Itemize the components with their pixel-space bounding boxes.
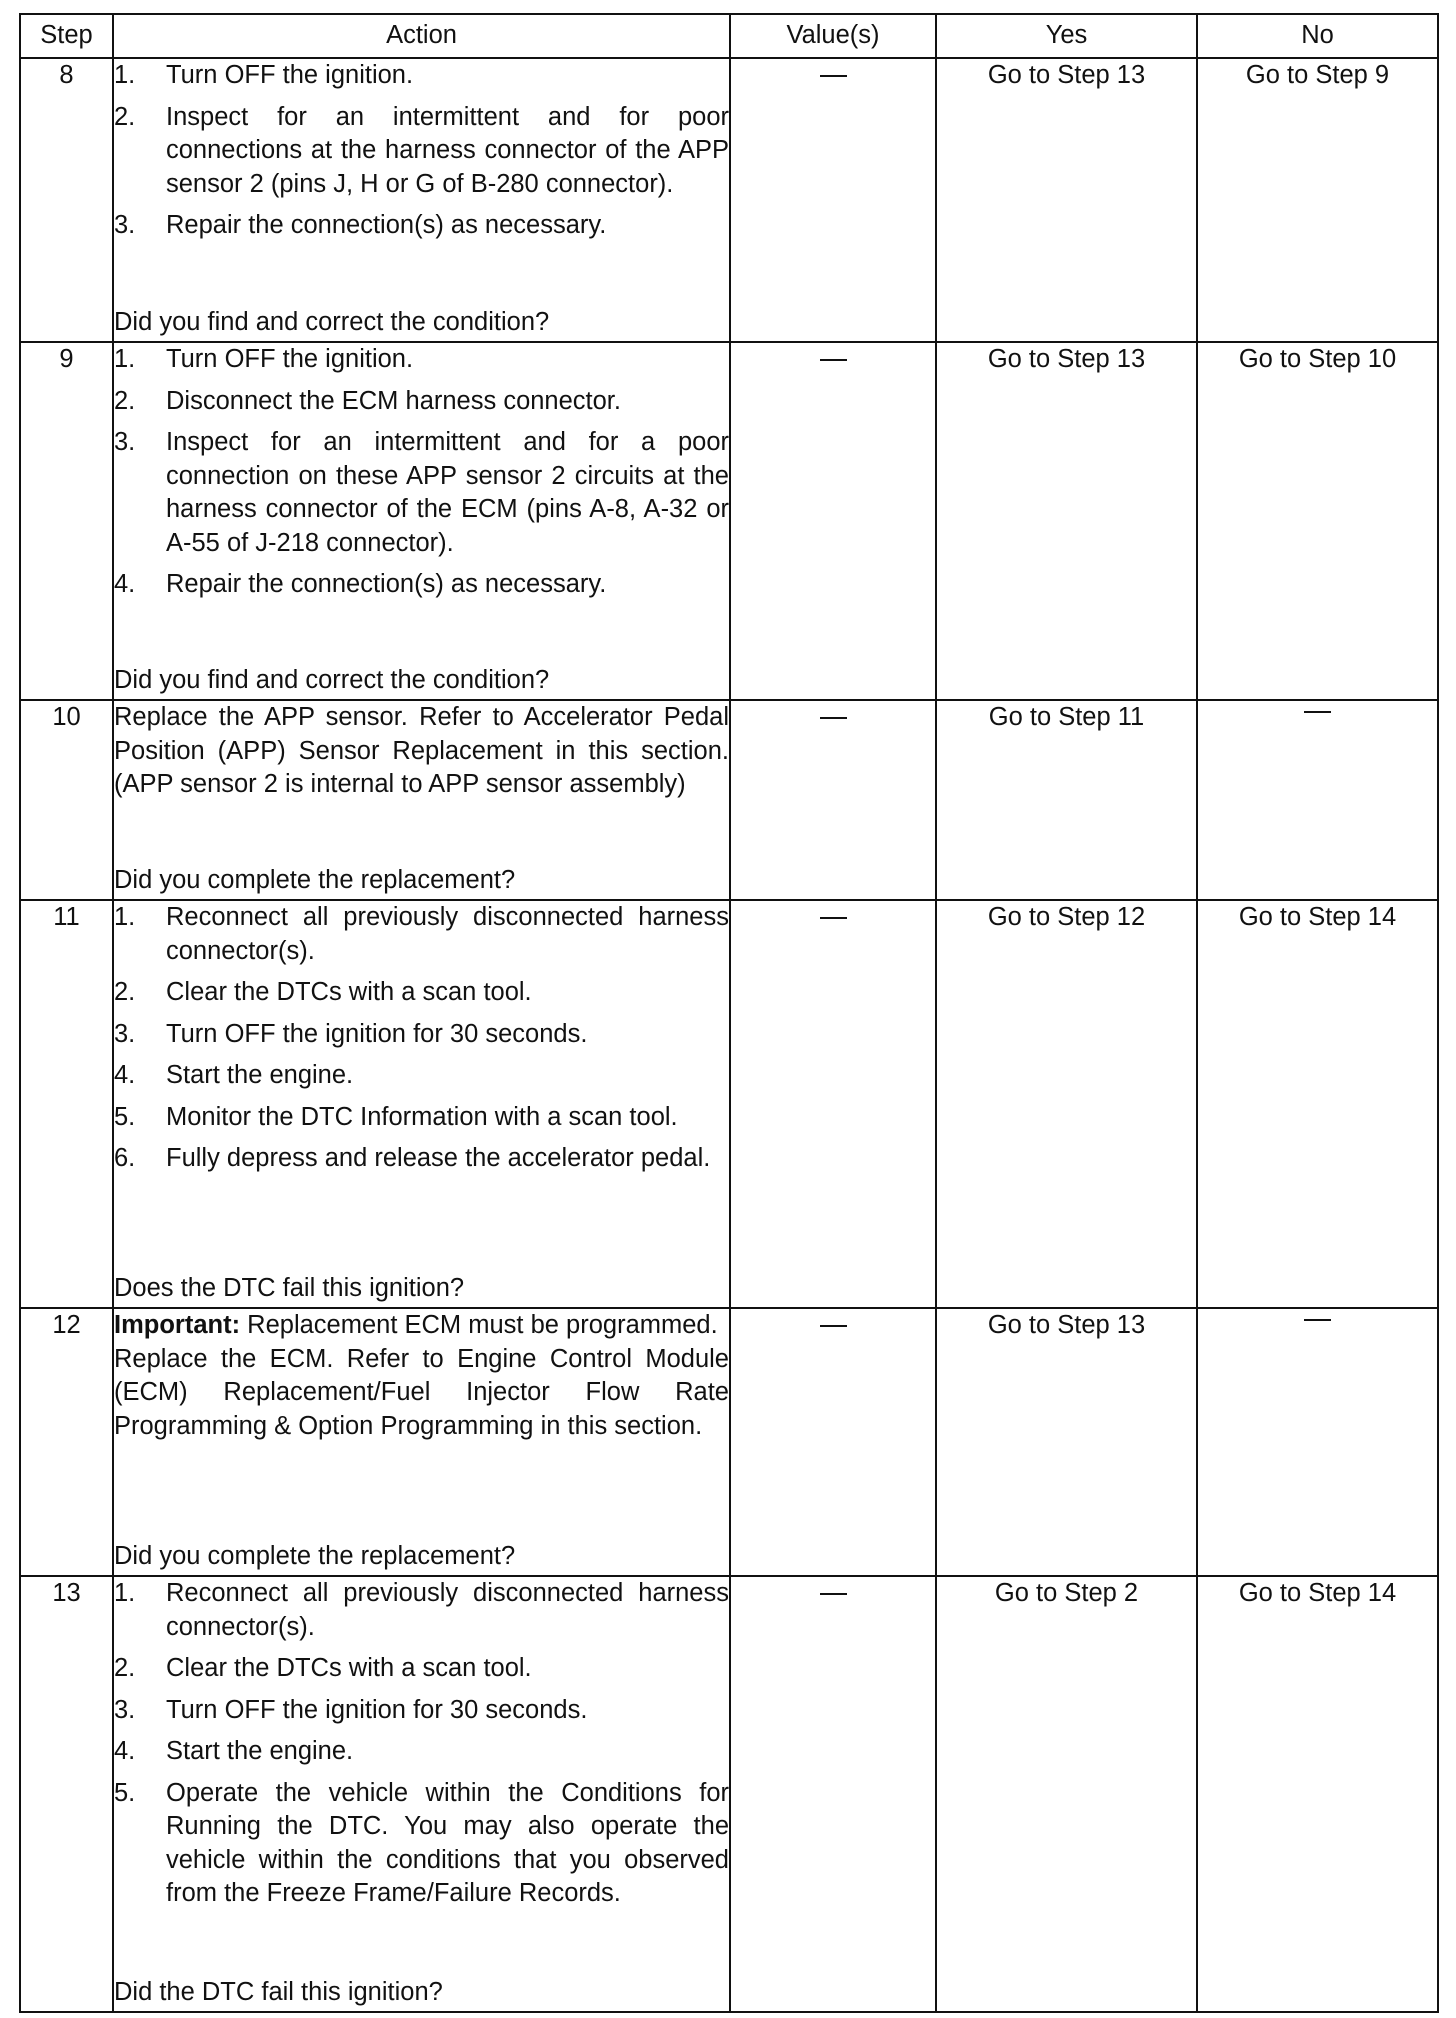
diagnostic-table	[19, 13, 1439, 2013]
table-row	[20, 1308, 1438, 1576]
em-dash	[820, 1593, 847, 1595]
header-yes: Yes	[936, 14, 1197, 58]
table-row	[20, 900, 1438, 1308]
list-item: 2. Clear the DTCs with a scan tool.	[114, 1654, 532, 1682]
action-list	[114, 1577, 729, 1919]
list-item: 6. Fully depress and release the accelerator pedal.	[114, 1144, 711, 1172]
list-item: 1. Turn OFF the ignition.	[114, 61, 414, 89]
em-dash	[820, 717, 847, 719]
no-cell: Go to Step 14	[1197, 900, 1438, 1308]
list-item: 3. Turn OFF the ignition for 30 seconds.	[114, 1695, 588, 1724]
em-dash	[820, 75, 847, 77]
value-cell	[730, 342, 936, 700]
list-item: 5. Operate the vehicle within the Conditions for Running the DTC. You may also operate the vehicle within the conditions that you observed from the Freeze Frame/Failure Records.	[114, 1778, 729, 1907]
action-list	[114, 901, 729, 1184]
step-number: 9	[20, 342, 113, 700]
question: Did the DTC fail this ignition?	[114, 1977, 443, 2006]
question: Did you complete the replacement?	[114, 1541, 516, 1570]
step-number: 12	[20, 1308, 113, 1576]
action-list	[114, 343, 729, 610]
no-cell: Go to Step 14	[1197, 1576, 1438, 2012]
step-number: 10	[20, 700, 113, 900]
list-item: 4. Repair the connection(s) as necessary.	[114, 570, 607, 598]
em-dash	[820, 917, 847, 919]
table-row	[20, 1576, 1438, 2012]
no-cell	[1197, 700, 1438, 900]
yes-cell: Go to Step 12	[936, 900, 1197, 1308]
list-item: 1. Reconnect all previously disconnected harness connector(s).	[114, 903, 729, 965]
header-no: No	[1197, 14, 1438, 58]
yes-cell: Go to Step 13	[936, 58, 1197, 342]
list-item: 2. Disconnect the ECM harness connector.	[114, 386, 621, 415]
value-cell	[730, 58, 936, 342]
question: Did you complete the replacement?	[114, 865, 516, 894]
action-cell	[113, 900, 730, 1308]
yes-cell: Go to Step 13	[936, 342, 1197, 700]
list-item: 2. Inspect for an intermittent and for poor connections at the harness connector of the APP sensor 2 (pins J, H or G of B-280 connector).	[114, 102, 729, 198]
step-number: 13	[20, 1576, 113, 2012]
no-cell	[1197, 1308, 1438, 1576]
list-item: 5. Monitor the DTC Information with a scan tool.	[114, 1102, 678, 1131]
action-cell	[113, 342, 730, 700]
header-step: Step	[20, 14, 113, 58]
important-text: Replacement ECM must be programmed.	[247, 1311, 718, 1339]
value-cell	[730, 1576, 936, 2012]
list-item: 1. Turn OFF the ignition.	[114, 345, 414, 373]
table-row	[20, 700, 1438, 900]
value-cell	[730, 900, 936, 1308]
header-action: Action	[113, 14, 730, 58]
step-number: 11	[20, 900, 113, 1308]
yes-cell: Go to Step 11	[936, 700, 1197, 900]
value-cell	[730, 700, 936, 900]
list-item: 2. Clear the DTCs with a scan tool.	[114, 978, 532, 1006]
action-cell	[113, 700, 730, 900]
header-row	[20, 14, 1438, 58]
table-row	[20, 58, 1438, 342]
em-dash	[1304, 711, 1331, 713]
list-item: 3. Turn OFF the ignition for 30 seconds.	[114, 1019, 588, 1048]
action-cell	[113, 58, 730, 342]
question: Did you find and correct the condition?	[114, 665, 550, 694]
action-list	[114, 59, 729, 251]
no-cell: Go to Step 10	[1197, 342, 1438, 700]
action-text: Replace the APP sensor. Refer to Accelerator Pedal Position (APP) Sensor Replacement in this section. (APP sensor 2 is internal to APP sensor assembly)	[114, 703, 729, 798]
yes-cell: Go to Step 13	[936, 1308, 1197, 1576]
list-item: 1. Reconnect all previously disconnected harness connector(s).	[114, 1579, 729, 1641]
important-note	[114, 1309, 729, 1343]
important-label: Important:	[114, 1311, 241, 1339]
question: Did you find and correct the condition?	[114, 307, 550, 336]
table-row	[20, 342, 1438, 700]
action-text: Replace the ECM. Refer to Engine Control Module (ECM) Replacement/Fuel Injector Flow Rate Programming & Option Programming in this section.	[114, 1344, 729, 1440]
yes-cell: Go to Step 2	[936, 1576, 1197, 2012]
no-cell: Go to Step 9	[1197, 58, 1438, 342]
header-values: Value(s)	[730, 14, 936, 58]
question: Does the DTC fail this ignition?	[114, 1273, 465, 1302]
em-dash	[820, 359, 847, 361]
list-item: 4. Start the engine.	[114, 1061, 354, 1089]
em-dash	[1304, 1319, 1331, 1321]
action-cell	[113, 1576, 730, 2012]
list-item: 4. Start the engine.	[114, 1737, 354, 1765]
value-cell	[730, 1308, 936, 1576]
list-item: 3. Repair the connection(s) as necessary.	[114, 211, 607, 239]
step-number: 8	[20, 58, 113, 342]
list-item: 3. Inspect for an intermittent and for a poor connection on these APP sensor 2 circuits at the harness connector of the ECM (pins A-8, A-32 or A-55 of J-218 connector).	[114, 428, 729, 557]
em-dash	[820, 1325, 847, 1327]
action-cell	[113, 1308, 730, 1576]
